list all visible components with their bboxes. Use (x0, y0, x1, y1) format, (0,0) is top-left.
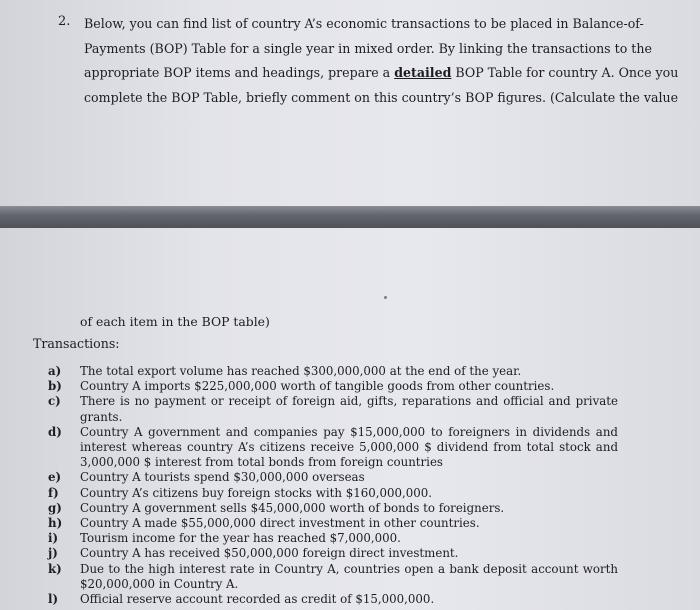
transaction-label: b) (48, 379, 62, 394)
transaction-text: There is no payment or receipt of foreign aid, gifts, reparations and official and private grants. (80, 394, 618, 424)
transaction-item (48, 592, 618, 607)
transaction-label: a) (48, 364, 62, 378)
transaction-item (48, 394, 618, 424)
question-line-2: Payments (BOP) Table for a single year in mixed order. By linking the transactions to the (84, 40, 652, 56)
transaction-text: Due to the high interest rate in Country A, countries open a bank deposit account worth $20,000,000 in Country A. (80, 561, 618, 591)
transaction-text: Country A made $55,000,000 direct investment in other countries. (80, 516, 480, 531)
transaction-item (48, 501, 618, 516)
transaction-text: The total export volume has reached $300,000,000 at the end of the year. (80, 364, 522, 378)
transaction-item (48, 562, 618, 592)
transaction-text: Country A government sells $45,000,000 worth of bonds to foreigners. (80, 500, 505, 515)
transaction-label: l) (48, 592, 59, 607)
question-line-4: complete the BOP Table, briefly comment on this country’s BOP figures. (Calculate the value (84, 89, 679, 105)
stray-mark (384, 296, 387, 299)
question-line-1: Below, you can find list of country A’s economic transactions to be placed in Balance-of- (84, 16, 644, 31)
transaction-item (48, 546, 618, 561)
transaction-item (48, 516, 618, 531)
scan-divider-band (0, 206, 700, 228)
transaction-text: Official reserve account recorded as credit of $15,000,000. (80, 592, 435, 607)
transaction-item (48, 531, 618, 546)
transaction-text: Tourism income for the year has reached $7,000,000. (80, 531, 401, 546)
transaction-item (48, 425, 618, 471)
detailed-emphasis: detailed (394, 65, 452, 80)
transaction-label: j) (48, 546, 58, 561)
transaction-label: k) (48, 561, 62, 576)
transaction-text: Country A imports $225,000,000 worth of tangible goods from other countries. (80, 379, 555, 394)
transaction-text: Country A tourists spend $30,000,000 overseas (80, 470, 365, 485)
question-line-3 (84, 61, 679, 86)
transaction-text: Country A’s citizens buy foreign stocks with $160,000,000. (80, 485, 432, 500)
transaction-text: Country A government and companies pay $15,000,000 to foreigners in dividends and interest whereas country A’s citizens receive 5,000,000 $ dividend from total stock and 3,000,000 $ interest from total bonds from foreign countries (80, 424, 618, 470)
transactions-heading: Transactions: (33, 336, 120, 351)
transactions-list (48, 364, 618, 607)
transaction-item (48, 470, 618, 485)
transaction-label: f) (48, 485, 59, 500)
transaction-text: Country A has received $50,000,000 foreign direct investment. (80, 546, 459, 561)
question-line-3-start: appropriate BOP items and headings, prepare a (84, 65, 395, 80)
transaction-label: c) (48, 394, 61, 409)
question-line-3-end: BOP Table for country A. Once you (451, 65, 679, 80)
transaction-label: h) (48, 516, 63, 531)
transaction-item (48, 379, 618, 394)
transaction-label: i) (48, 531, 59, 546)
question-number: 2. (58, 14, 71, 29)
transaction-label: e) (48, 470, 62, 485)
question-continuation: of each item in the BOP table) (80, 314, 270, 329)
transaction-label: g) (48, 500, 62, 515)
transaction-item (48, 364, 618, 379)
transaction-label: d) (48, 424, 62, 439)
transaction-item (48, 486, 618, 501)
question-text (84, 12, 679, 110)
